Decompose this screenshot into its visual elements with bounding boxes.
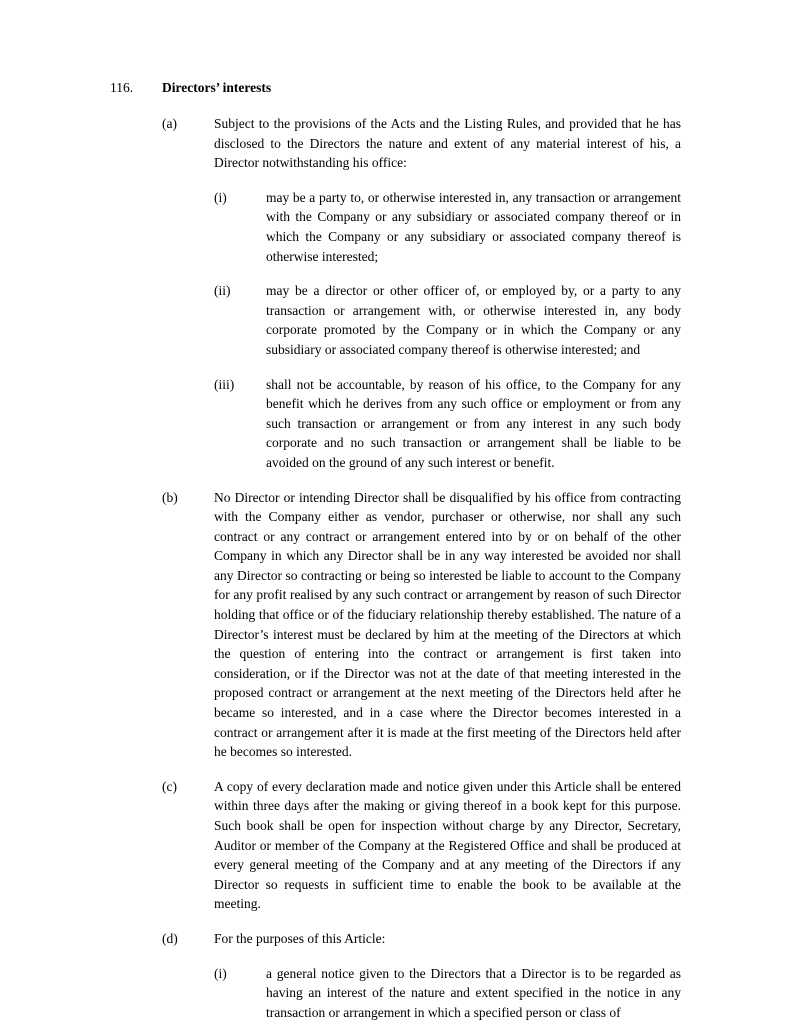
clause-group-a xyxy=(110,114,681,473)
subclause-text: may be a party to, or otherwise interested in, any transaction or arrangement with the Company or any subsidiary or associated company thereof or in which the Company or any subsidiary or associated company thereof is otherwise interested; xyxy=(266,189,681,264)
clause-b xyxy=(110,488,681,762)
subclause-d-i xyxy=(110,964,681,1023)
clause-text: No Director or intending Director shall be disqualified by his office from contracting with the Company either as vendor, purchaser or otherwise, nor shall any such contract or any contract or arrangement entered into by or on behalf of the other Company in which any Director shall be in any way interested be avoided nor shall any Director so contracting or being so interested be liable to account to the Company for any profit realised by any such contract or arrangement by reason of such Director holding that office or of the fiduciary relationship thereby established. The nature of a Director’s interest must be declared by him at the meeting of the Directors at which the question of entering into the contract or arrangement is first taken into consideration, or if the Director was not at the date of that meeting interested in the proposed contract or arrangement at the next meeting of the Directors held after he became so interested, and in a case where the Director becomes interested in a contract or arrangement after it is made at the first meeting of the Directors held after he becomes so interested. xyxy=(214,489,681,760)
clause-label: (a) xyxy=(162,116,177,131)
clause-group-d xyxy=(110,929,681,1022)
subclause-label: (iii) xyxy=(214,376,235,392)
clause-text: A copy of every declaration made and notice given under this Article shall be entered within three days after the making or giving thereof in a book kept for this purpose. Such book shall be open for inspection without charge by any Director, Secretary, Auditor or member of the Company at the Registered Office and shall be produced at every general meeting of the Company and at any meeting of the Directors if any Director so requests in sufficient time to enable the book to be available at the meeting. xyxy=(214,778,681,912)
clause-label: (d) xyxy=(162,930,178,946)
section-title: Directors’ interests xyxy=(162,80,272,95)
subclause-label: (ii) xyxy=(214,283,231,299)
subclause-a-i xyxy=(110,188,681,266)
subclause-a-ii xyxy=(110,281,681,359)
subclause-text: shall not be accountable, by reason of his office, to the Company for any benefit which he derives from any such office or employment or from any such transaction or arrangement or from any interest in any such body corporate and no such transaction or arrangement shall be liable to be avoided on the ground of any such interest or benefit. xyxy=(266,376,681,470)
clause-label: (c) xyxy=(162,778,177,794)
clause-a xyxy=(110,114,681,173)
subclause-text: a general notice given to the Directors that a Director is to be regarded as having an interest of the nature and extent specified in the notice in any transaction or arrangement in which a specified person or class of xyxy=(266,965,681,1020)
subclause-text: may be a director or other officer of, or employed by, or a party to any transaction or arrangement with, or otherwise interested in, any body corporate promoted by the Company or in which the Company or any subsidiary or associated company thereof is otherwise interested; and xyxy=(266,283,681,357)
section-number: 116. xyxy=(110,80,134,95)
section-heading xyxy=(110,80,681,96)
clause-text: Subject to the provisions of the Acts and the Listing Rules, and provided that he has disclosed to the Directors the nature and extent of any material interest of his, a Director notwithstanding his office: xyxy=(214,116,681,171)
subclause-label: (i) xyxy=(214,965,227,981)
subclause-a-iii xyxy=(110,375,681,473)
clause-d xyxy=(110,929,681,949)
clause-label: (b) xyxy=(162,489,178,505)
clause-text: For the purposes of this Article: xyxy=(214,930,386,946)
subclause-label: (i) xyxy=(214,189,227,205)
clause-c xyxy=(110,777,681,914)
